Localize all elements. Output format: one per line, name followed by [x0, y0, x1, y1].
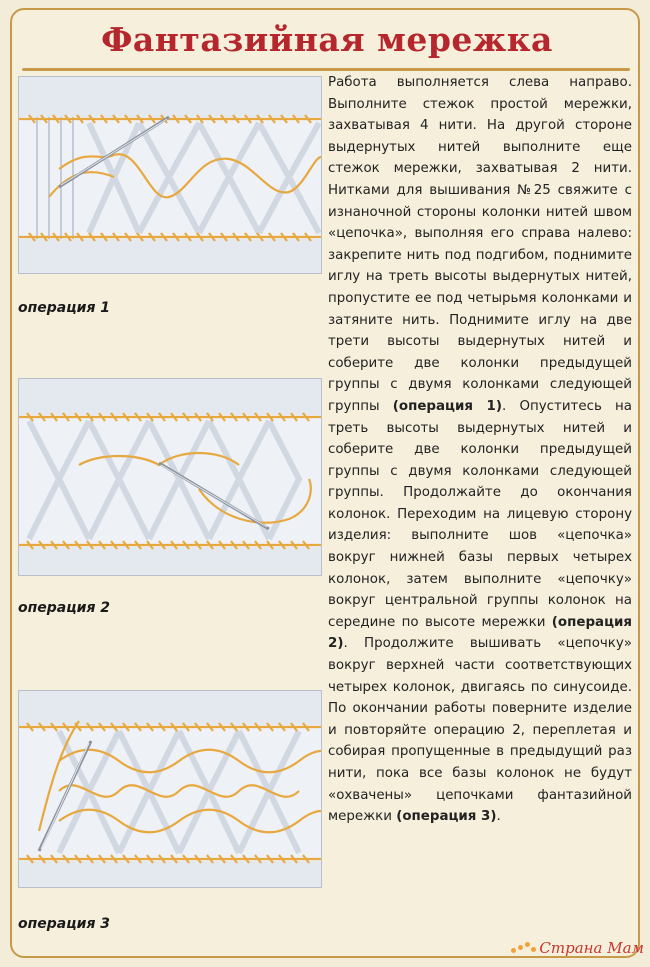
embroidery-illustration-1	[19, 77, 321, 273]
site-watermark: Страна Мам	[511, 939, 644, 957]
watermark-logo-icon	[511, 942, 537, 954]
page-title: Фантазийная мережка	[101, 20, 553, 59]
caption-operation-2: операция 2	[18, 600, 111, 616]
reference-operation-3: (операция 3)	[396, 809, 497, 825]
caption-operation-3: операция 3	[18, 916, 111, 932]
figure-operation-1	[18, 76, 322, 274]
embroidery-illustration-2	[19, 379, 321, 575]
page-frame	[10, 8, 640, 958]
instruction-paragraph: Работа выполняется слева направо. Выполните стежок простой мережки, захватывая 4 нити. На другой стороне выдернутых нитей выполните еще стежок мережки, захватывая 2 нити. Нитками для вышивания №25 свяжите с изнаночной стороны колонки нитей швом «цепочка», выполняя его справа налево: закрепите нить под подгибом, поднимите иглу на треть высоты выдернутых нитей, пропустите ее под четырьмя колонками и затяните нить. Поднимите иглу на две трети высоты выдернутых нитей и соберите две колонки предыдущей группы с двумя колонками следующей группы (операция 1). Опуститесь на треть высоты выдернутых нитей и соберите две колонки предыдущей группы с двумя колонками следующей группы. Продолжайте до окончания колонок. Переходим на лицевую сторону изделия: выполните шов «цепочка» вокруг нижней базы первых четырех колонок, затем выполните «цепочку» вокруг центральной группы колонок на середине по высоте мережки (операция 2). Продолжите вышивать «цепочку» вокруг верхней части соответствующих четырех колонок, двигаясь по синусоиде. По окончании работы поверните изделие и повторяйте операцию 2, переплетая и собирая пропущенные в предыдущий раз нити, пока все базы колонок не будут «охвачены» цепочками фантазийной мережки (операция 3).	[328, 75, 633, 825]
embroidery-illustration-3	[19, 691, 321, 887]
reference-operation-2: (операция 2)	[328, 614, 632, 652]
title-underline	[22, 68, 630, 71]
figure-operation-2	[18, 378, 322, 576]
figure-operation-3	[18, 690, 322, 888]
caption-operation-1: операция 1	[18, 300, 111, 316]
instruction-text	[328, 72, 632, 828]
reference-operation-1: (операция 1)	[392, 398, 502, 414]
